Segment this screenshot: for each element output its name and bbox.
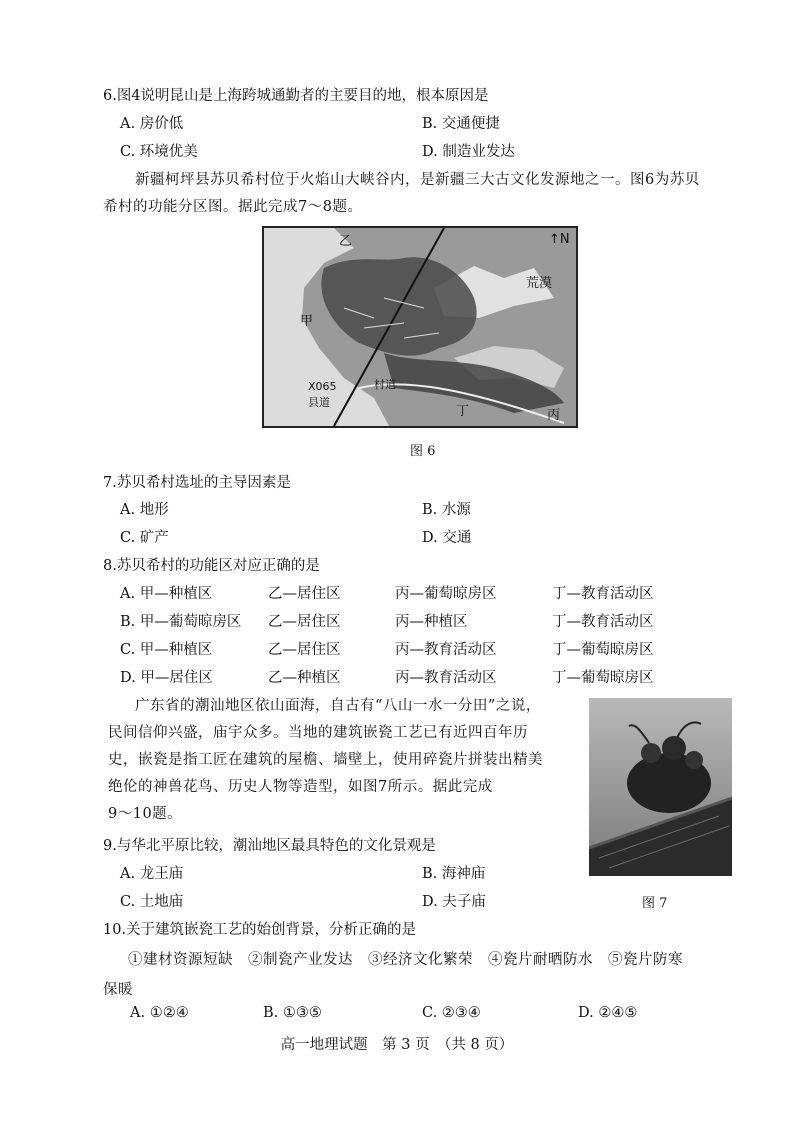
photo-graphic <box>589 698 732 876</box>
q10-statements-line2: 保暖 <box>103 982 133 998</box>
q9-option-a: A. 龙王庙 <box>120 866 184 882</box>
north-label: N <box>559 232 570 247</box>
q6-option-c: C. 环境优美 <box>120 144 198 160</box>
q6-option-a: A. 房价低 <box>120 116 184 132</box>
q10-statements-line1: ①建材资源短缺 ②制瓷产业发达 ③经济文化繁荣 ④瓷片耐晒防水 ⑤瓷片防寒 <box>128 952 683 968</box>
map-label-jia: 甲 <box>300 314 314 329</box>
figure-7-caption: 图 7 <box>642 896 668 911</box>
q9-option-c: C. 土地庙 <box>120 894 184 910</box>
q6-option-b: B. 交通便捷 <box>422 116 500 132</box>
q9-option-b: B. 海神庙 <box>422 866 486 882</box>
q10-option-b: B. ①③⑤ <box>263 1005 322 1021</box>
q7-option-d: D. 交通 <box>422 530 472 546</box>
q8-row-a-col4: 丁—教育活动区 <box>552 586 654 602</box>
q9-option-d: D. 夫子庙 <box>422 894 486 910</box>
q8-row-c-col3: 丙—教育活动区 <box>395 642 497 658</box>
page-footer: 高一地理试题 第 3 页 （共 8 页） <box>280 1037 514 1053</box>
figure-6-caption: 图 6 <box>410 444 436 459</box>
q7-option-c: C. 矿产 <box>120 530 169 546</box>
q8-row-a-col2: 乙—居住区 <box>268 586 341 602</box>
map-label-xiandao: 县道 <box>308 396 330 409</box>
q8-row-a-col3: 丙—葡萄晾房区 <box>395 586 497 602</box>
q10-option-d: D. ②④⑤ <box>578 1005 638 1021</box>
map-label-x065: X065 <box>308 380 337 393</box>
intro-9-10-line5: 9～10题。 <box>108 806 183 822</box>
q8-row-b-col1: B. 甲—葡萄晾房区 <box>120 614 242 630</box>
q7-option-a: A. 地形 <box>120 502 169 518</box>
q9-stem: 9.与华北平原比较，潮汕地区最具特色的文化景观是 <box>103 838 436 854</box>
intro-9-10-line2: 民间信仰兴盛，庙宇众多。当地的建筑嵌瓷工艺已有近四百年历 <box>108 725 528 741</box>
q10-option-a: A. ①②④ <box>130 1005 189 1021</box>
q6-option-d: D. 制造业发达 <box>422 144 515 160</box>
map-label-bing: 丙 <box>547 408 561 423</box>
q8-row-c-col2: 乙—居住区 <box>268 642 341 658</box>
q8-row-a-col1: A. 甲—种植区 <box>120 586 213 602</box>
intro-9-10-line3: 史，嵌瓷是指工匠在建筑的屋檐、墙壁上，使用碎瓷片拼装出精美 <box>108 752 543 768</box>
map-label-ding: 丁 <box>456 404 470 419</box>
intro-7-8-line2: 希村的功能分区图。据此完成7～8题。 <box>103 199 363 215</box>
q8-row-d-col4: 丁—葡萄晾房区 <box>552 670 654 686</box>
intro-9-10-line1: 广东省的潮汕地区依山面海，自古有“八山一水一分田”之说， <box>135 698 541 714</box>
q7-stem: 7.苏贝希村选址的主导因素是 <box>103 475 291 491</box>
intro-7-8-line1: 新疆柯坪县苏贝希村位于火焰山大峡谷内，是新疆三大古文化发源地之一。图6为苏贝 <box>135 172 700 188</box>
q8-stem: 8.苏贝希村的功能区对应正确的是 <box>103 558 320 574</box>
q6-stem: 6.图4说明昆山是上海跨城通勤者的主要目的地，根本原因是 <box>103 88 489 104</box>
map-label-huangmo: 荒漠 <box>526 276 553 291</box>
figure-7-photo <box>589 698 732 876</box>
q8-row-c-col1: C. 甲—种植区 <box>120 642 213 658</box>
map-label-yi: 乙 <box>339 234 353 249</box>
q8-row-b-col4: 丁—教育活动区 <box>552 614 654 630</box>
q8-row-d-col3: 丙—教育活动区 <box>395 670 497 686</box>
intro-9-10-line4: 绝伦的神兽花鸟、历史人物等造型，如图7所示。据此完成 <box>108 779 493 795</box>
q7-option-b: B. 水源 <box>422 502 471 518</box>
q8-row-d-col2: 乙—种植区 <box>268 670 341 686</box>
figure-6-map <box>262 226 578 428</box>
q8-row-d-col1: D. 甲—居住区 <box>120 670 213 686</box>
map-label-cundao: 村道 <box>374 378 396 391</box>
q8-row-b-col2: 乙—居住区 <box>268 614 341 630</box>
q10-stem: 10.关于建筑嵌瓷工艺的始创背景，分析正确的是 <box>103 922 417 938</box>
q8-row-c-col4: 丁—葡萄晾房区 <box>552 642 654 658</box>
q10-option-c: C. ②③④ <box>422 1005 481 1021</box>
q8-row-b-col3: 丙—种植区 <box>395 614 468 630</box>
north-arrow-icon: ↑N <box>549 232 570 247</box>
